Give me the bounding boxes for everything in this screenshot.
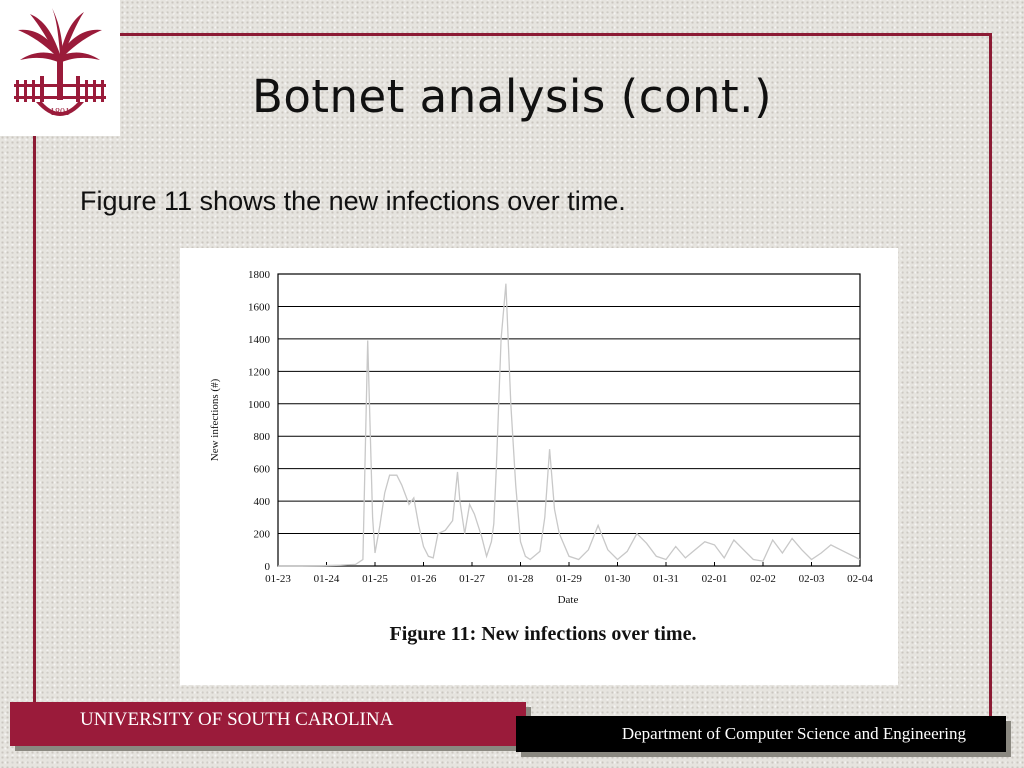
x-tick-label: 01-24 — [313, 573, 340, 585]
y-tick-label: 1600 — [248, 301, 270, 314]
y-tick-label: 1200 — [248, 366, 270, 379]
y-tick-label: 1400 — [248, 333, 270, 346]
frame-left-border — [33, 136, 36, 708]
y-tick-label: 400 — [253, 496, 270, 509]
slide-title: Botnet analysis (cont.) — [251, 70, 773, 123]
x-tick-label: 01-31 — [653, 573, 679, 585]
y-tick-label: 600 — [253, 463, 270, 476]
plot-frame — [278, 274, 860, 566]
y-tick-label: 0 — [264, 561, 270, 573]
infections-line-chart — [180, 248, 898, 685]
series-line-new-infections — [278, 284, 860, 566]
y-tick-label: 1000 — [248, 398, 270, 411]
x-tick-label: 01-26 — [410, 573, 437, 585]
y-tick-label: 1800 — [248, 269, 270, 281]
x-tick-label: 01-23 — [265, 573, 291, 585]
x-tick-label: 02-01 — [701, 573, 728, 585]
y-tick-label: 200 — [253, 528, 270, 541]
logo-year: 1801 — [50, 107, 70, 118]
slide-body-text: Figure 11 shows the new infections over time. — [80, 186, 626, 216]
frame-right-border — [989, 33, 992, 716]
x-axis-label: Date — [557, 594, 579, 606]
x-tick-label: 02-02 — [750, 573, 776, 585]
footer-university-banner: UNIVERSITY OF SOUTH CAROLINA — [10, 702, 526, 746]
x-tick-label: 01-29 — [556, 573, 582, 585]
footer-department-banner: Department of Computer Science and Engineering — [516, 716, 1006, 752]
x-tick-label: 01-27 — [459, 573, 485, 585]
figure-caption: Figure 11: New infections over time. — [389, 623, 697, 645]
y-axis-label: New infections (#) — [209, 378, 221, 462]
x-tick-label: 01-30 — [604, 573, 631, 585]
x-tick-label: 01-25 — [362, 573, 388, 585]
x-tick-label: 02-04 — [847, 573, 873, 585]
y-tick-label: 800 — [253, 431, 270, 444]
frame-top-border — [120, 33, 992, 36]
x-tick-label: 01-28 — [507, 573, 534, 585]
x-tick-label: 02-03 — [798, 573, 825, 585]
figure-panel — [180, 248, 898, 685]
